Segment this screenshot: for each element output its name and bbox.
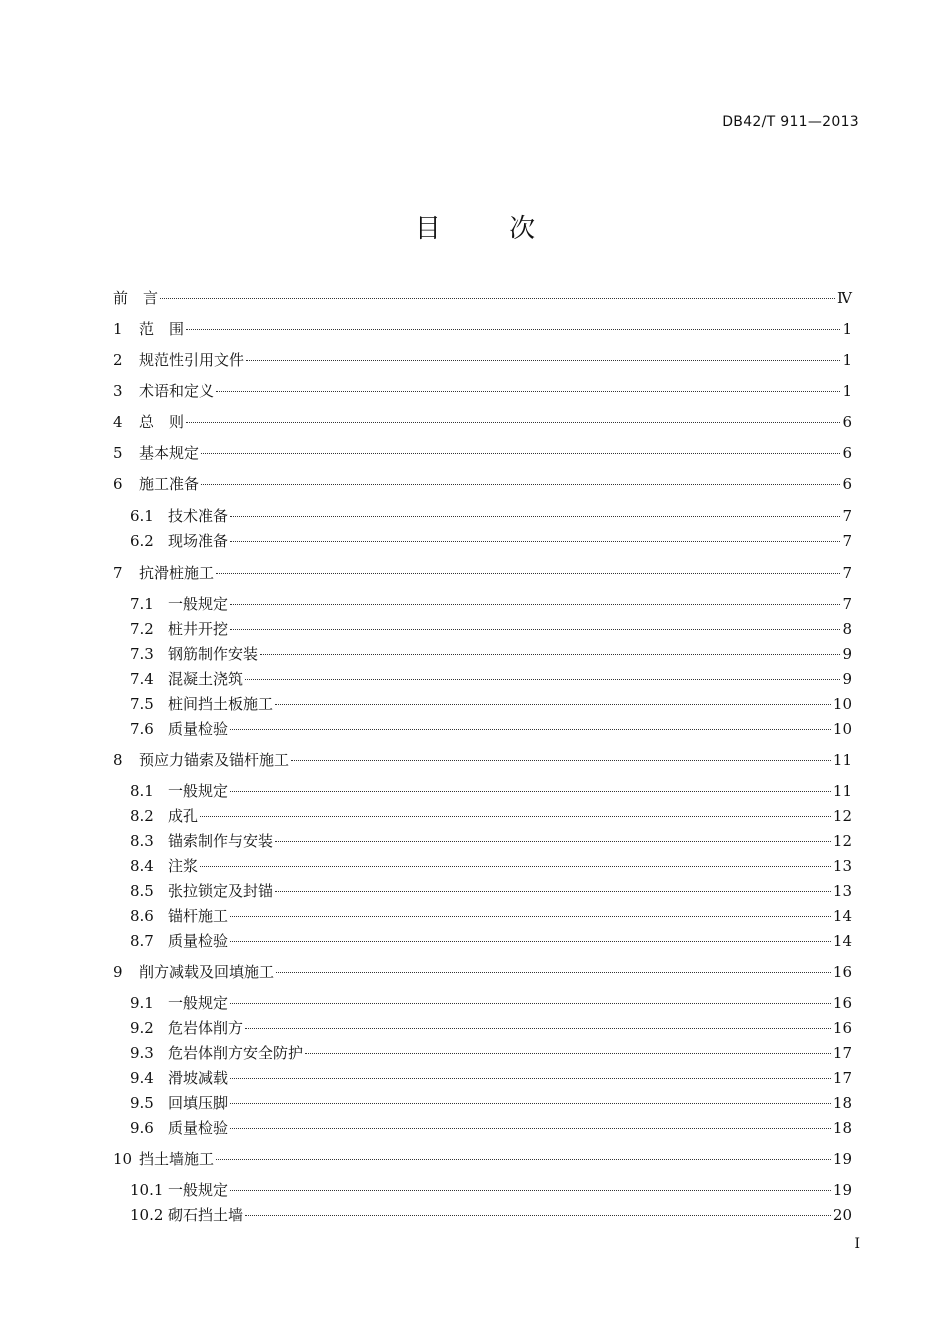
toc-entry-page: 12 <box>832 832 852 850</box>
dot-leader <box>230 1128 831 1129</box>
toc-entry-page: 13 <box>832 882 852 900</box>
toc-entry-number: 8.6 <box>130 907 154 925</box>
dot-leader <box>230 1003 831 1004</box>
toc-entry[interactable] <box>113 1042 852 1064</box>
dot-leader <box>230 629 840 630</box>
toc-entry-number: 7 <box>113 564 123 582</box>
dot-leader <box>200 866 831 867</box>
toc-entry-number: 9.2 <box>130 1019 154 1037</box>
toc-entry-page: 10 <box>832 720 852 738</box>
toc-entry-number: 6 <box>113 475 123 493</box>
dot-leader <box>245 1028 831 1029</box>
toc-entry[interactable] <box>113 1179 852 1201</box>
toc-entry-label: 术语和定义 <box>139 382 215 400</box>
toc-entry[interactable] <box>113 1017 852 1039</box>
footer-page-number: I <box>854 1236 860 1252</box>
dot-leader <box>230 1190 831 1191</box>
toc-entry-label: 技术准备 <box>168 507 229 525</box>
toc-entry-label: 挡土墙施工 <box>139 1150 215 1168</box>
toc-entry-number: 9.3 <box>130 1044 154 1062</box>
toc-entry[interactable] <box>113 749 852 771</box>
standard-code: DB42/T 911—2013 <box>722 114 859 130</box>
toc-entry-label: 总 则 <box>139 413 185 431</box>
dot-leader <box>230 516 840 517</box>
dot-leader <box>201 484 840 485</box>
toc-entry-label: 质量检验 <box>168 932 229 950</box>
toc-entry-page: 8 <box>842 620 852 638</box>
toc-entry[interactable] <box>113 318 852 340</box>
toc-entry-number: 8.7 <box>130 932 154 950</box>
toc-entry-page: 18 <box>832 1094 852 1112</box>
toc-entry-number: 7.4 <box>130 670 154 688</box>
toc-entry-label: 一般规定 <box>168 782 229 800</box>
toc-entry-number: 5 <box>113 444 123 462</box>
toc-entry-label: 危岩体削方安全防护 <box>168 1044 304 1062</box>
toc-entry-page: 20 <box>832 1206 852 1224</box>
toc-entry[interactable] <box>113 961 852 983</box>
dot-leader <box>216 573 840 574</box>
toc-entry-number: 7.2 <box>130 620 154 638</box>
toc-entry[interactable] <box>113 718 852 740</box>
dot-leader <box>186 329 840 330</box>
toc-entry-label: 桩间挡土板施工 <box>168 695 274 713</box>
toc-entry-page: 1 <box>842 382 852 400</box>
toc-entry-number: 8.2 <box>130 807 154 825</box>
toc-entry-page: 13 <box>832 857 852 875</box>
toc-entry-label: 混凝土浇筑 <box>168 670 244 688</box>
dot-leader <box>260 654 840 655</box>
page-title: 目 次 <box>414 214 566 244</box>
toc-entry-page: 12 <box>832 807 852 825</box>
dot-leader <box>245 679 840 680</box>
toc-entry-number: 8 <box>113 751 123 769</box>
dot-leader <box>230 1078 831 1079</box>
toc-entry-page: 10 <box>832 695 852 713</box>
toc-entry-label: 回填压脚 <box>168 1094 229 1112</box>
toc-entry-label: 钢筋制作安装 <box>168 645 259 663</box>
toc-entry[interactable] <box>113 830 852 852</box>
toc-entry-label: 质量检验 <box>168 1119 229 1137</box>
toc-entry[interactable] <box>113 1067 852 1089</box>
toc-entry[interactable] <box>113 349 852 371</box>
toc-entry-number: 10 <box>113 1150 133 1168</box>
toc-entry-number: 10.2 <box>130 1206 164 1224</box>
dot-leader <box>246 360 840 361</box>
toc-entry-page: 18 <box>832 1119 852 1137</box>
toc-entry[interactable] <box>113 505 852 527</box>
toc-entry-page: 17 <box>832 1069 852 1087</box>
dot-leader <box>216 1159 831 1160</box>
toc-entry[interactable] <box>113 668 852 690</box>
toc-entry-page: 7 <box>842 532 852 550</box>
toc-entry-label: 张拉锁定及封锚 <box>168 882 274 900</box>
toc-entry-number: 7.1 <box>130 595 154 613</box>
toc-entry-page: 6 <box>842 413 852 431</box>
toc-entry-number: 2 <box>113 351 123 369</box>
toc-entry-label: 成孔 <box>168 807 199 825</box>
toc-entry[interactable] <box>113 287 852 309</box>
toc-entry[interactable] <box>113 992 852 1014</box>
toc-entry[interactable] <box>113 880 852 902</box>
toc-entry-page: 14 <box>832 907 852 925</box>
toc-entry-label: 锚杆施工 <box>168 907 229 925</box>
toc-entry-label: 桩井开挖 <box>168 620 229 638</box>
toc-entry-label: 滑坡减载 <box>168 1069 229 1087</box>
toc-entry-page: 9 <box>842 645 852 663</box>
toc-entry-number: 7.3 <box>130 645 154 663</box>
dot-leader <box>230 729 831 730</box>
dot-leader <box>216 391 840 392</box>
toc-entry-number: 9.1 <box>130 994 154 1012</box>
toc-entry-number: 8.1 <box>130 782 154 800</box>
toc-entry-page: 16 <box>832 1019 852 1037</box>
toc-entry-number: 10.1 <box>130 1181 164 1199</box>
toc-entry-page: 14 <box>832 932 852 950</box>
toc-entry-page: 1 <box>842 320 852 338</box>
toc-entry[interactable] <box>113 1092 852 1114</box>
toc-entry-number: 9.5 <box>130 1094 154 1112</box>
dot-leader <box>186 422 840 423</box>
toc-entry-page: 6 <box>842 475 852 493</box>
dot-leader <box>245 1215 831 1216</box>
dot-leader <box>276 972 831 973</box>
toc-entry-number: 8.5 <box>130 882 154 900</box>
dot-leader <box>230 1103 831 1104</box>
dot-leader <box>305 1053 831 1054</box>
toc-entry-page: 16 <box>832 963 852 981</box>
toc-entry-page: 16 <box>832 994 852 1012</box>
toc-entry-label: 现场准备 <box>168 532 229 550</box>
dot-leader <box>275 891 831 892</box>
toc-entry[interactable] <box>113 442 852 464</box>
toc-entry-label: 规范性引用文件 <box>139 351 245 369</box>
toc-entry[interactable] <box>113 1148 852 1170</box>
toc-entry[interactable] <box>113 562 852 584</box>
toc-entry-label: 一般规定 <box>168 1181 229 1199</box>
dot-leader <box>201 453 840 454</box>
toc-entry-number: 3 <box>113 382 123 400</box>
toc-entry-number: 4 <box>113 413 123 431</box>
toc-entry-page: 19 <box>832 1150 852 1168</box>
toc-entry-label: 前 言 <box>113 289 159 307</box>
toc-entry[interactable] <box>113 530 852 552</box>
dot-leader <box>291 760 831 761</box>
toc-entry-label: 抗滑桩施工 <box>139 564 215 582</box>
toc-entry-page: 17 <box>832 1044 852 1062</box>
toc-entry[interactable] <box>113 1117 852 1139</box>
dot-leader <box>275 704 831 705</box>
toc-entry[interactable] <box>113 1204 852 1226</box>
toc-entry[interactable] <box>113 855 852 877</box>
toc-entry-label: 基本规定 <box>139 444 200 462</box>
toc-entry-label: 危岩体削方 <box>168 1019 244 1037</box>
dot-leader <box>230 916 831 917</box>
toc-entry-number: 6.2 <box>130 532 154 550</box>
toc-entry-label: 注浆 <box>168 857 199 875</box>
toc-entry-page: Ⅳ <box>837 289 852 307</box>
toc-entry-number: 8.3 <box>130 832 154 850</box>
dot-leader <box>230 791 831 792</box>
toc-entry-number: 6.1 <box>130 507 154 525</box>
toc-entry-page: 7 <box>842 507 852 525</box>
toc-entry-label: 预应力锚索及锚杆施工 <box>139 751 290 769</box>
toc-entry[interactable] <box>113 618 852 640</box>
toc-entry-page: 11 <box>832 782 852 800</box>
toc-entry-number: 7.5 <box>130 695 154 713</box>
toc-entry-label: 一般规定 <box>168 595 229 613</box>
toc-entry-label: 砌石挡土墙 <box>168 1206 244 1224</box>
toc-entry-page: 11 <box>832 751 852 769</box>
toc-entry[interactable] <box>113 805 852 827</box>
dot-leader <box>275 841 831 842</box>
toc-entry[interactable] <box>113 905 852 927</box>
toc-entry-page: 6 <box>842 444 852 462</box>
toc-entry[interactable] <box>113 473 852 495</box>
toc-entry-number: 1 <box>113 320 123 338</box>
toc-entry-number: 9.4 <box>130 1069 154 1087</box>
toc-entry-page: 7 <box>842 595 852 613</box>
dot-leader <box>160 298 835 299</box>
dot-leader <box>230 541 840 542</box>
toc-entry-label: 范 围 <box>139 320 185 338</box>
toc-entry[interactable] <box>113 643 852 665</box>
dot-leader <box>230 941 831 942</box>
toc-entry-page: 19 <box>832 1181 852 1199</box>
toc-entry-page: 7 <box>842 564 852 582</box>
toc-entry-label: 锚索制作与安装 <box>168 832 274 850</box>
toc-entry-number: 8.4 <box>130 857 154 875</box>
dot-leader <box>200 816 831 817</box>
toc-entry[interactable] <box>113 411 852 433</box>
toc-entry-number: 9 <box>113 963 123 981</box>
toc-entry-label: 削方减载及回填施工 <box>139 963 275 981</box>
toc-entry[interactable] <box>113 380 852 402</box>
toc-entry-label: 质量检验 <box>168 720 229 738</box>
toc-entry[interactable] <box>113 593 852 615</box>
toc-entry[interactable] <box>113 693 852 715</box>
dot-leader <box>230 604 840 605</box>
toc-entry[interactable] <box>113 930 852 952</box>
toc-entry-label: 施工准备 <box>139 475 200 493</box>
toc-entry-label: 一般规定 <box>168 994 229 1012</box>
toc-entry[interactable] <box>113 780 852 802</box>
toc-entry-number: 7.6 <box>130 720 154 738</box>
toc-entry-page: 9 <box>842 670 852 688</box>
toc-entry-number: 9.6 <box>130 1119 154 1137</box>
toc-entry-page: 1 <box>842 351 852 369</box>
